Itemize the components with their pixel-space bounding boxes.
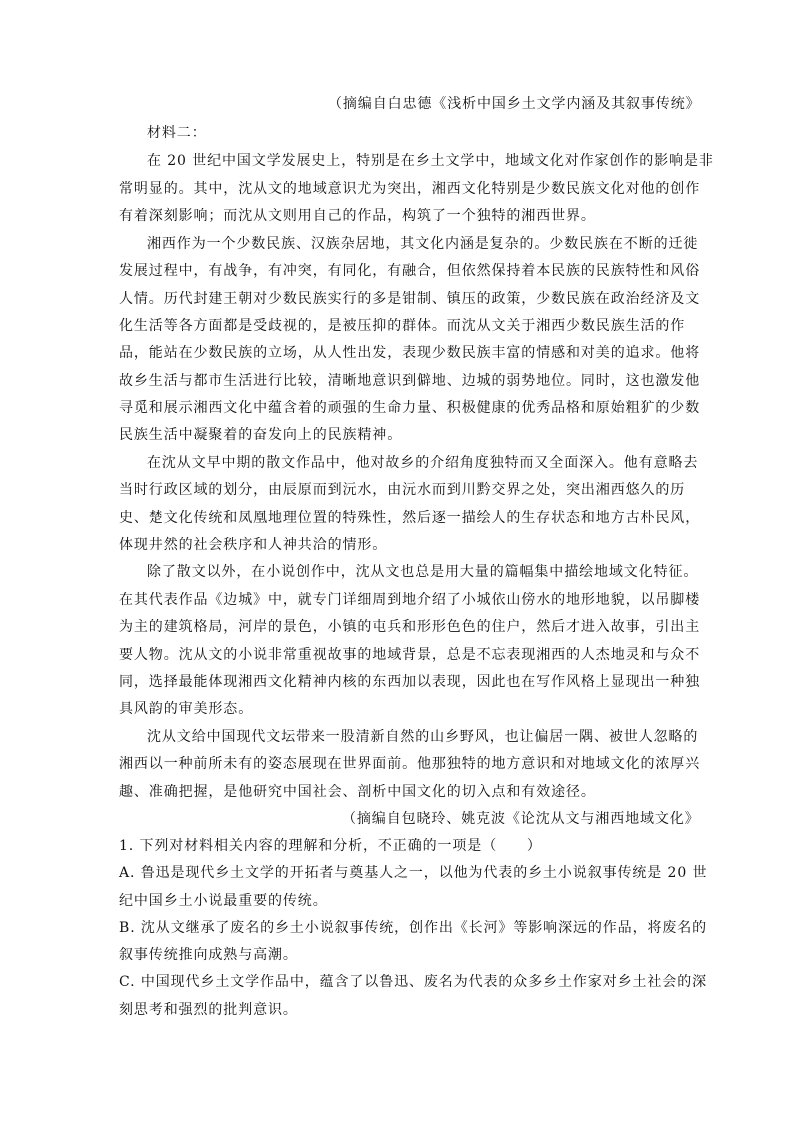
paragraph-1-line-2: 常明显的。其中，沈从文的地域意识尤为突出，湘西文化特别是少数民族文化对他的创作 xyxy=(119,181,701,197)
paragraph-2-line-5: 品，能站在少数民族的立场，从人性出发，表现少数民族丰富的情感和对美的追求。他将 xyxy=(119,345,701,361)
paragraph-4-line-1: 除了散文以外，在小说创作中，沈从文也总是用大量的篇幅集中描绘地域文化特征。 xyxy=(147,564,699,580)
paragraph-2-line-4: 化生活等各方面都是受歧视的，是被压抑的群体。而沈从文关于湘西少数民族生活的作 xyxy=(119,318,686,334)
paragraph-2-line-6: 故乡生活与都市生活进行比较，清晰地意识到僻地、边城的弱势地位。同时，这也激发他 xyxy=(119,373,701,389)
option-a-line-2: 纪中国乡土小说最重要的传统。 xyxy=(119,893,328,909)
option-c-line-1: C. 中国现代乡土文学作品中，蕴含了以鲁迅、废名为代表的众多乡土作家对乡土社会的深 xyxy=(119,974,708,990)
paragraph-5-line-3: 趣、准确把握，是他研究中国社会、剖析中国文化的切入点和有效途径。 xyxy=(119,784,596,800)
paragraph-5-line-1: 沈从文给中国现代文坛带来一股清新自然的山乡野风，也让偏居一隅、被世人忽略的 xyxy=(147,729,699,745)
option-b-line-1: B. 沈从文继承了废名的乡土小说叙事传统，创作出《长河》等影响深远的作品，将废名的 xyxy=(119,920,708,936)
paragraph-5-line-2: 湘西以一种前所未有的姿态展现在世界面前。他那独特的地方意识和对地域文化的浓厚兴 xyxy=(119,756,701,772)
option-b-line-2: 叙事传统推向成熟与高潮。 xyxy=(119,947,298,963)
source-citation-2: （摘编自包晓玲、姚克波《论沈从文与湘西地域文化》 xyxy=(342,811,700,827)
paragraph-2-line-2: 发展过程中，有战争，有冲突，有同化，有融合，但依然保持着本民族的民族特性和风俗 xyxy=(119,263,701,279)
option-a-line-1: A. 鲁迅是现代乡土文学的开拓者与奠基人之一，以他为代表的乡土小说叙事传统是 20 世 xyxy=(119,865,708,881)
paragraph-3-line-2: 当时行政区域的划分，由辰原而到沅水，由沅水而到川黔交界之处，突出湘西悠久的历 xyxy=(119,482,686,498)
paragraph-4-line-4: 要人物。沈从文的小说非常重视故事的地域背景，总是不忘表现湘西的人杰地灵和与众不 xyxy=(119,647,701,663)
paragraph-2-line-7: 寻觅和展示湘西文化中蕴含着的顽强的生命力量、积极健康的优秀品格和原始粗犷的少数 xyxy=(119,400,701,416)
material-2-heading: 材料二： xyxy=(147,125,207,141)
paragraph-4-line-2: 在其代表作品《边城》中，就专门详细周到地介绍了小城依山傍水的地形地貌，以吊脚楼 xyxy=(119,592,701,608)
paragraph-2-line-8: 民族生活中凝聚着的奋发向上的民族精神。 xyxy=(119,427,403,443)
paragraph-4-line-6: 具风韵的审美形态。 xyxy=(119,701,254,717)
paragraph-1-line-1: 在 20 世纪中国文学发展史上，特别是在乡土文学中，地域文化对作家创作的影响是非 xyxy=(147,153,714,169)
paragraph-3-line-1: 在沈从文早中期的散文作品中，他对故乡的介绍角度独特而又全面深入。他有意略去 xyxy=(147,455,699,471)
paragraph-3-line-3: 史、楚文化传统和凤凰地理位置的特殊性，然后逐一描绘人的生存状态和地方古朴民风， xyxy=(119,510,701,526)
paragraph-2-line-1: 湘西作为一个少数民族、汉族杂居地，其文化内涵是复杂的。少数民族在不断的迁徙 xyxy=(147,236,699,252)
paragraph-4-line-3: 为主的建筑格局，河岸的景色，小镇的屯兵和形形色色的住户，然后才进入故事，引出主 xyxy=(119,619,701,635)
paragraph-2-line-3: 人情。历代封建王朝对少数民族实行的多是钳制、镇压的政策，少数民族在政治经济及文 xyxy=(119,291,701,307)
option-c-line-2: 刻思考和强烈的批判意识。 xyxy=(119,1002,298,1018)
paragraph-4-line-5: 同，选择最能体现湘西文化精神内核的东西加以表现，因此也在写作风格上显现出一种独 xyxy=(119,674,701,690)
paragraph-3-line-4: 体现井然的社会秩序和人神共洽的情形。 xyxy=(119,537,388,553)
paragraph-1-line-3: 有着深刻影响；而沈从文则用自己的作品，构筑了一个独特的湘西世界。 xyxy=(119,208,596,224)
question-1-stem: 1. 下列对材料相关内容的理解和分析，不正确的一项是（ ） xyxy=(119,838,542,854)
source-citation-1: （摘编自白忠德《浅析中国乡土文学内涵及其叙事传统》 xyxy=(328,96,701,112)
